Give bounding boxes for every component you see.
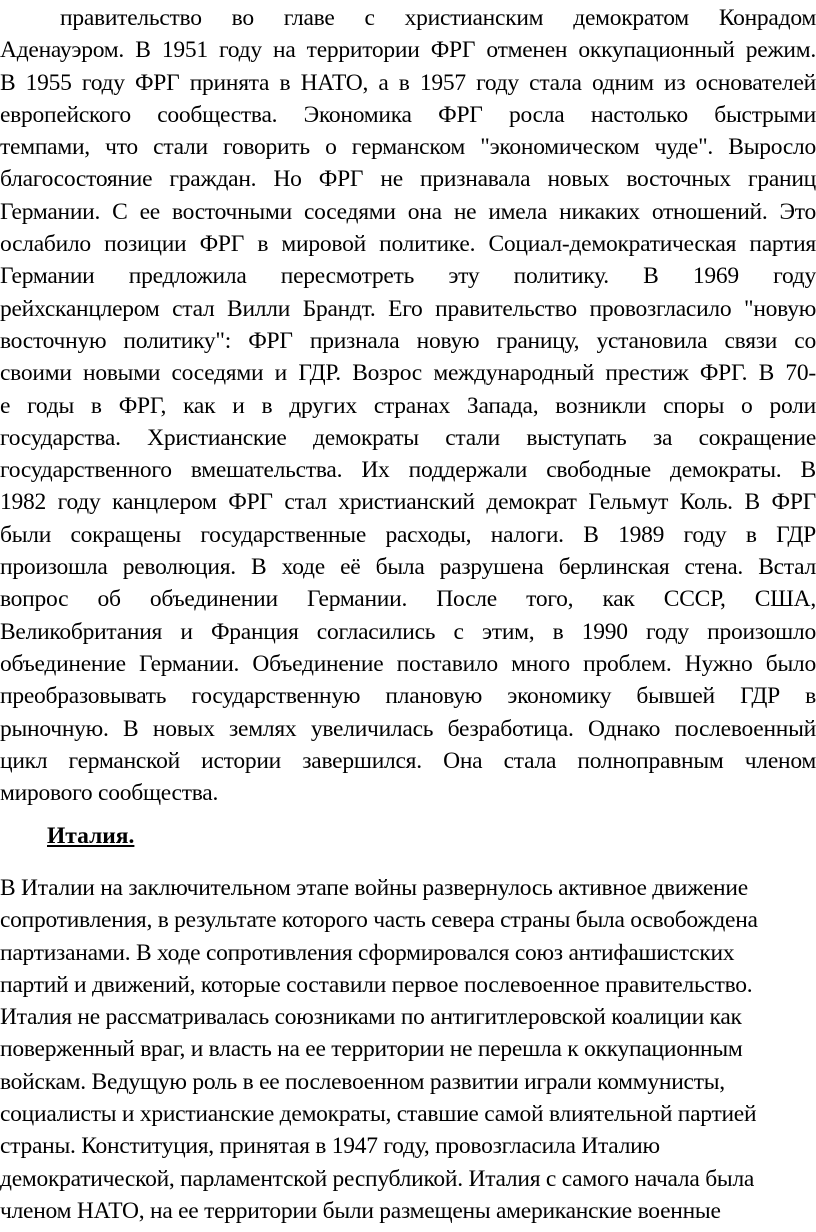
text-line: Великобритания и Франция согласились с этим, в 1990 году произошло [0, 618, 816, 645]
text-line: Аденауэром. В 1951 году на территории ФРГ отменен оккупационный режим. [0, 37, 816, 64]
text-line: благосостояние граждан. Но ФРГ не признавала новых восточных границ [0, 166, 816, 193]
text-line: рыночную. В новых землях увеличилась безработица. Однако послевоенный [0, 715, 816, 742]
text-line: В Италии на заключительном этапе войны развернулось активное движение [0, 875, 748, 901]
text-line: е годы в ФРГ, как и в других странах Запада, возникли споры о роли [0, 392, 816, 419]
text-line: европейского сообщества. Экономика ФРГ росла настолько быстрыми [0, 101, 816, 128]
text-line: государства. Христианские демократы стали выступать за сокращение [0, 424, 816, 451]
germany-paragraph [0, 2, 816, 809]
text-line: членом НАТО, на ее территории были размещены американские военные [0, 1197, 721, 1224]
text-line: произошла революция. В ходе её была разрушена берлинская стена. Встал [0, 554, 816, 581]
text-line: правительство во главе с христианским демократом Конрадом [60, 5, 816, 31]
text-line: В 1955 году ФРГ принята в НАТО, а в 1957 году стала одним из основателей [0, 69, 816, 96]
text-line: Германии предложила пересмотреть эту политику. В 1969 году [0, 263, 816, 290]
text-line: Италия не рассматривалась союзниками по антигитлеровской коалиции как [0, 1004, 742, 1031]
text-line: сопротивления, в результате которого часть севера страны была освобождена [0, 907, 758, 934]
text-line: рейхсканцлером стал Вилли Брандт. Его правительство провозгласило "новую [0, 295, 816, 322]
text-line: партизанами. В ходе сопротивления сформировался союз антифашистских [0, 939, 735, 966]
text-line: демократической, парламентской республикой. Италия с самого начала была [0, 1165, 755, 1192]
text-line: цикл германской истории завершился. Она стала полноправным членом [0, 747, 816, 774]
text-line: мирового сообщества. [0, 780, 219, 807]
text-line: вопрос об объединении Германии. После того, как СССР, США, [0, 586, 816, 613]
text-line: государственного вмешательства. Их поддержали свободные демократы. В [0, 457, 816, 484]
text-line: объединение Германии. Объединение поставило много проблем. Нужно было [0, 650, 816, 677]
section-heading-italy: Италия. [47, 823, 135, 849]
text-line: преобразовывать государственную плановую экономику бывшей ГДР в [0, 683, 816, 710]
text-line: были сокращены государственные расходы, налоги. В 1989 году в ГДР [0, 521, 816, 548]
italy-paragraph [0, 872, 816, 1227]
text-line: социалисты и христианские демократы, ставшие самой влиятельной партией [0, 1101, 757, 1128]
text-line: ослабило позиции ФРГ в мировой политике. Социал-демократическая партия [0, 231, 816, 258]
text-line: войскам. Ведущую роль в ее послевоенном развитии играли коммунисты, [0, 1068, 725, 1095]
text-line: поверженный враг, и власть на ее территории не перешла к оккупационным [0, 1036, 743, 1063]
text-line: темпами, что стали говорить о германском "экономическом чуде". Выросло [0, 134, 816, 161]
text-line: своими новыми соседями и ГДР. Возрос международный престиж ФРГ. В 70- [0, 360, 816, 387]
text-line: Германии. С ее восточными соседями она не имела никаких отношений. Это [0, 198, 816, 225]
text-line: 1982 году канцлером ФРГ стал христианский демократ Гельмут Коль. В ФРГ [0, 489, 816, 516]
text-line: партий и движений, которые составили первое послевоенное правительство. [0, 971, 753, 998]
text-line: страны. Конституция, принятая в 1947 году, провозгласила Италию [0, 1133, 660, 1160]
text-line: восточную политику": ФРГ признала новую границу, установила связи со [0, 327, 816, 354]
